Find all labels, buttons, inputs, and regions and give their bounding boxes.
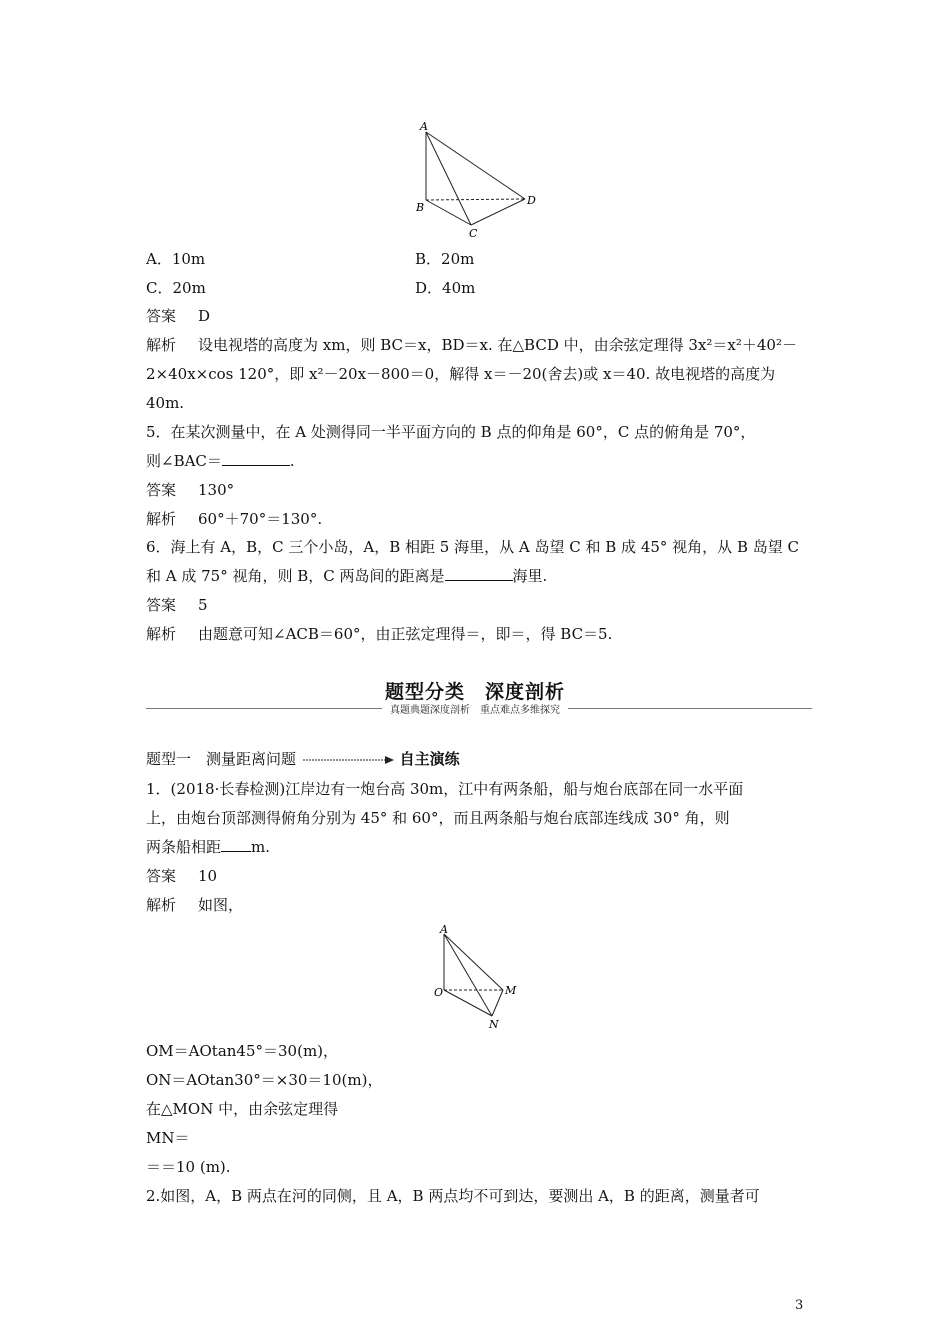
p2-stem-1: 2.如图，A，B 两点在河的同侧，且 A，B 两点均不可到达，要测出 A，B 的距离，测量者可 [146,1187,760,1205]
type-label: 题型一 测量距离问题 [146,750,297,768]
fill-blank [222,451,290,466]
answer-value: 10 [198,867,218,885]
p1-answer [146,866,217,886]
q5-stem-2 [146,451,295,471]
option-b: B．20m [415,250,475,268]
figure-battery-diagram [425,922,525,1032]
q6-stem-2 [146,566,547,586]
label-a: A [420,120,428,133]
analysis-text: 由题意可知∠ACB＝60°，由正弦定理得＝，即＝，得 BC＝5. [198,625,613,643]
q4-analysis-3: 40m. [146,394,185,412]
label-b: B [416,201,425,214]
arrow-right-icon [301,755,395,765]
analysis-label: 解析 [146,896,177,914]
section-subtitle [0,701,950,716]
p1-solution-1: OM＝AOtan45°＝30(m)， [146,1042,339,1060]
p1-solution-3: 在△MON 中，由余弦定理得 [146,1100,339,1118]
analysis-text: 60°＋70°＝130°. [198,510,323,528]
label-c: C [469,227,478,240]
q5-stem-1: 5．在某次测量中，在 A 处测得同一半平面方向的 B 点的仰角是 60°，C 点的俯角是 70°， [146,423,756,441]
label-d: D [527,194,536,207]
fill-blank [221,837,251,852]
q5-analysis [146,509,322,529]
answer-value: 5 [198,596,208,614]
p1-stem-2: 上，由炮台顶部测得俯角分别为 45° 和 60°，而且两条船与炮台底部连线成 30° 角，则 [146,809,730,827]
p1-stem-3a: 两条船相距 [146,838,222,856]
q6-stem-2b: 海里. [512,567,548,585]
p1-solution-5: ＝＝10 (m). [146,1158,231,1176]
q4-analysis-2: 2×40x×cos 120°，即 x²－20x－800＝0，解得 x＝－20(舍去)或 x＝40. 故电视塔的高度为 [146,365,776,383]
option-a: A．10m [146,250,206,268]
q4-analysis-1 [146,335,797,355]
page-number: 3 [795,1298,804,1313]
type-tag: 自主演练 [399,750,460,768]
answer-label: 答案 [146,867,177,885]
q6-stem-1: 6．海上有 A，B，C 三个小岛，A，B 相距 5 海里，从 A 岛望 C 和 B 成 45° 视角，从 B 岛望 C [146,538,799,556]
label-a: A [440,923,448,936]
analysis-label: 解析 [146,510,177,528]
q6-analysis [146,624,612,644]
p1-analysis [146,895,243,915]
figure-tower-diagram [405,118,545,243]
p1-stem-1: 1．(2018·长春检测)江岸边有一炮台高 30m，江中有两条船，船与炮台底部在同一水平面 [146,780,744,798]
answer-value: 130° [198,481,235,499]
answer-label: 答案 [146,307,177,325]
analysis-label: 解析 [146,625,177,643]
q6-stem-2a: 和 A 成 75° 视角，则 B，C 两岛间的距离是 [146,567,445,585]
analysis-label: 解析 [146,336,177,354]
q5-stem-2b: . [289,452,295,470]
q5-answer [146,480,234,500]
option-c: C．20m [146,279,206,297]
p1-solution-4: MN＝ [146,1129,190,1147]
option-d: D．40m [415,279,476,297]
answer-value: D [198,307,211,325]
section-subtitle-text: 真题典题深度剖析 重点难点多维探究 [382,705,568,716]
label-m: M [505,984,517,997]
q5-stem-2a: 则∠BAC＝ [146,452,222,470]
p1-solution-2: ON＝AOtan30°＝×30＝10(m)， [146,1071,383,1089]
answer-label: 答案 [146,481,177,499]
p1-stem-3 [146,837,270,857]
fill-blank [445,566,513,581]
answer-label: 答案 [146,596,177,614]
p1-stem-3b: m. [251,838,271,856]
analysis-text: 如图， [198,896,244,914]
section-title: 题型分类 深度剖析 [384,681,565,703]
label-o: O [434,986,444,999]
type-heading [146,748,460,769]
label-n: N [489,1018,499,1031]
analysis-text: 设电视塔的高度为 xm，则 BC＝x，BD＝x. 在△BCD 中，由余弦定理得 3x²＝x²＋40²－ [198,336,797,354]
q6-answer [146,595,208,615]
q4-answer [146,306,210,326]
